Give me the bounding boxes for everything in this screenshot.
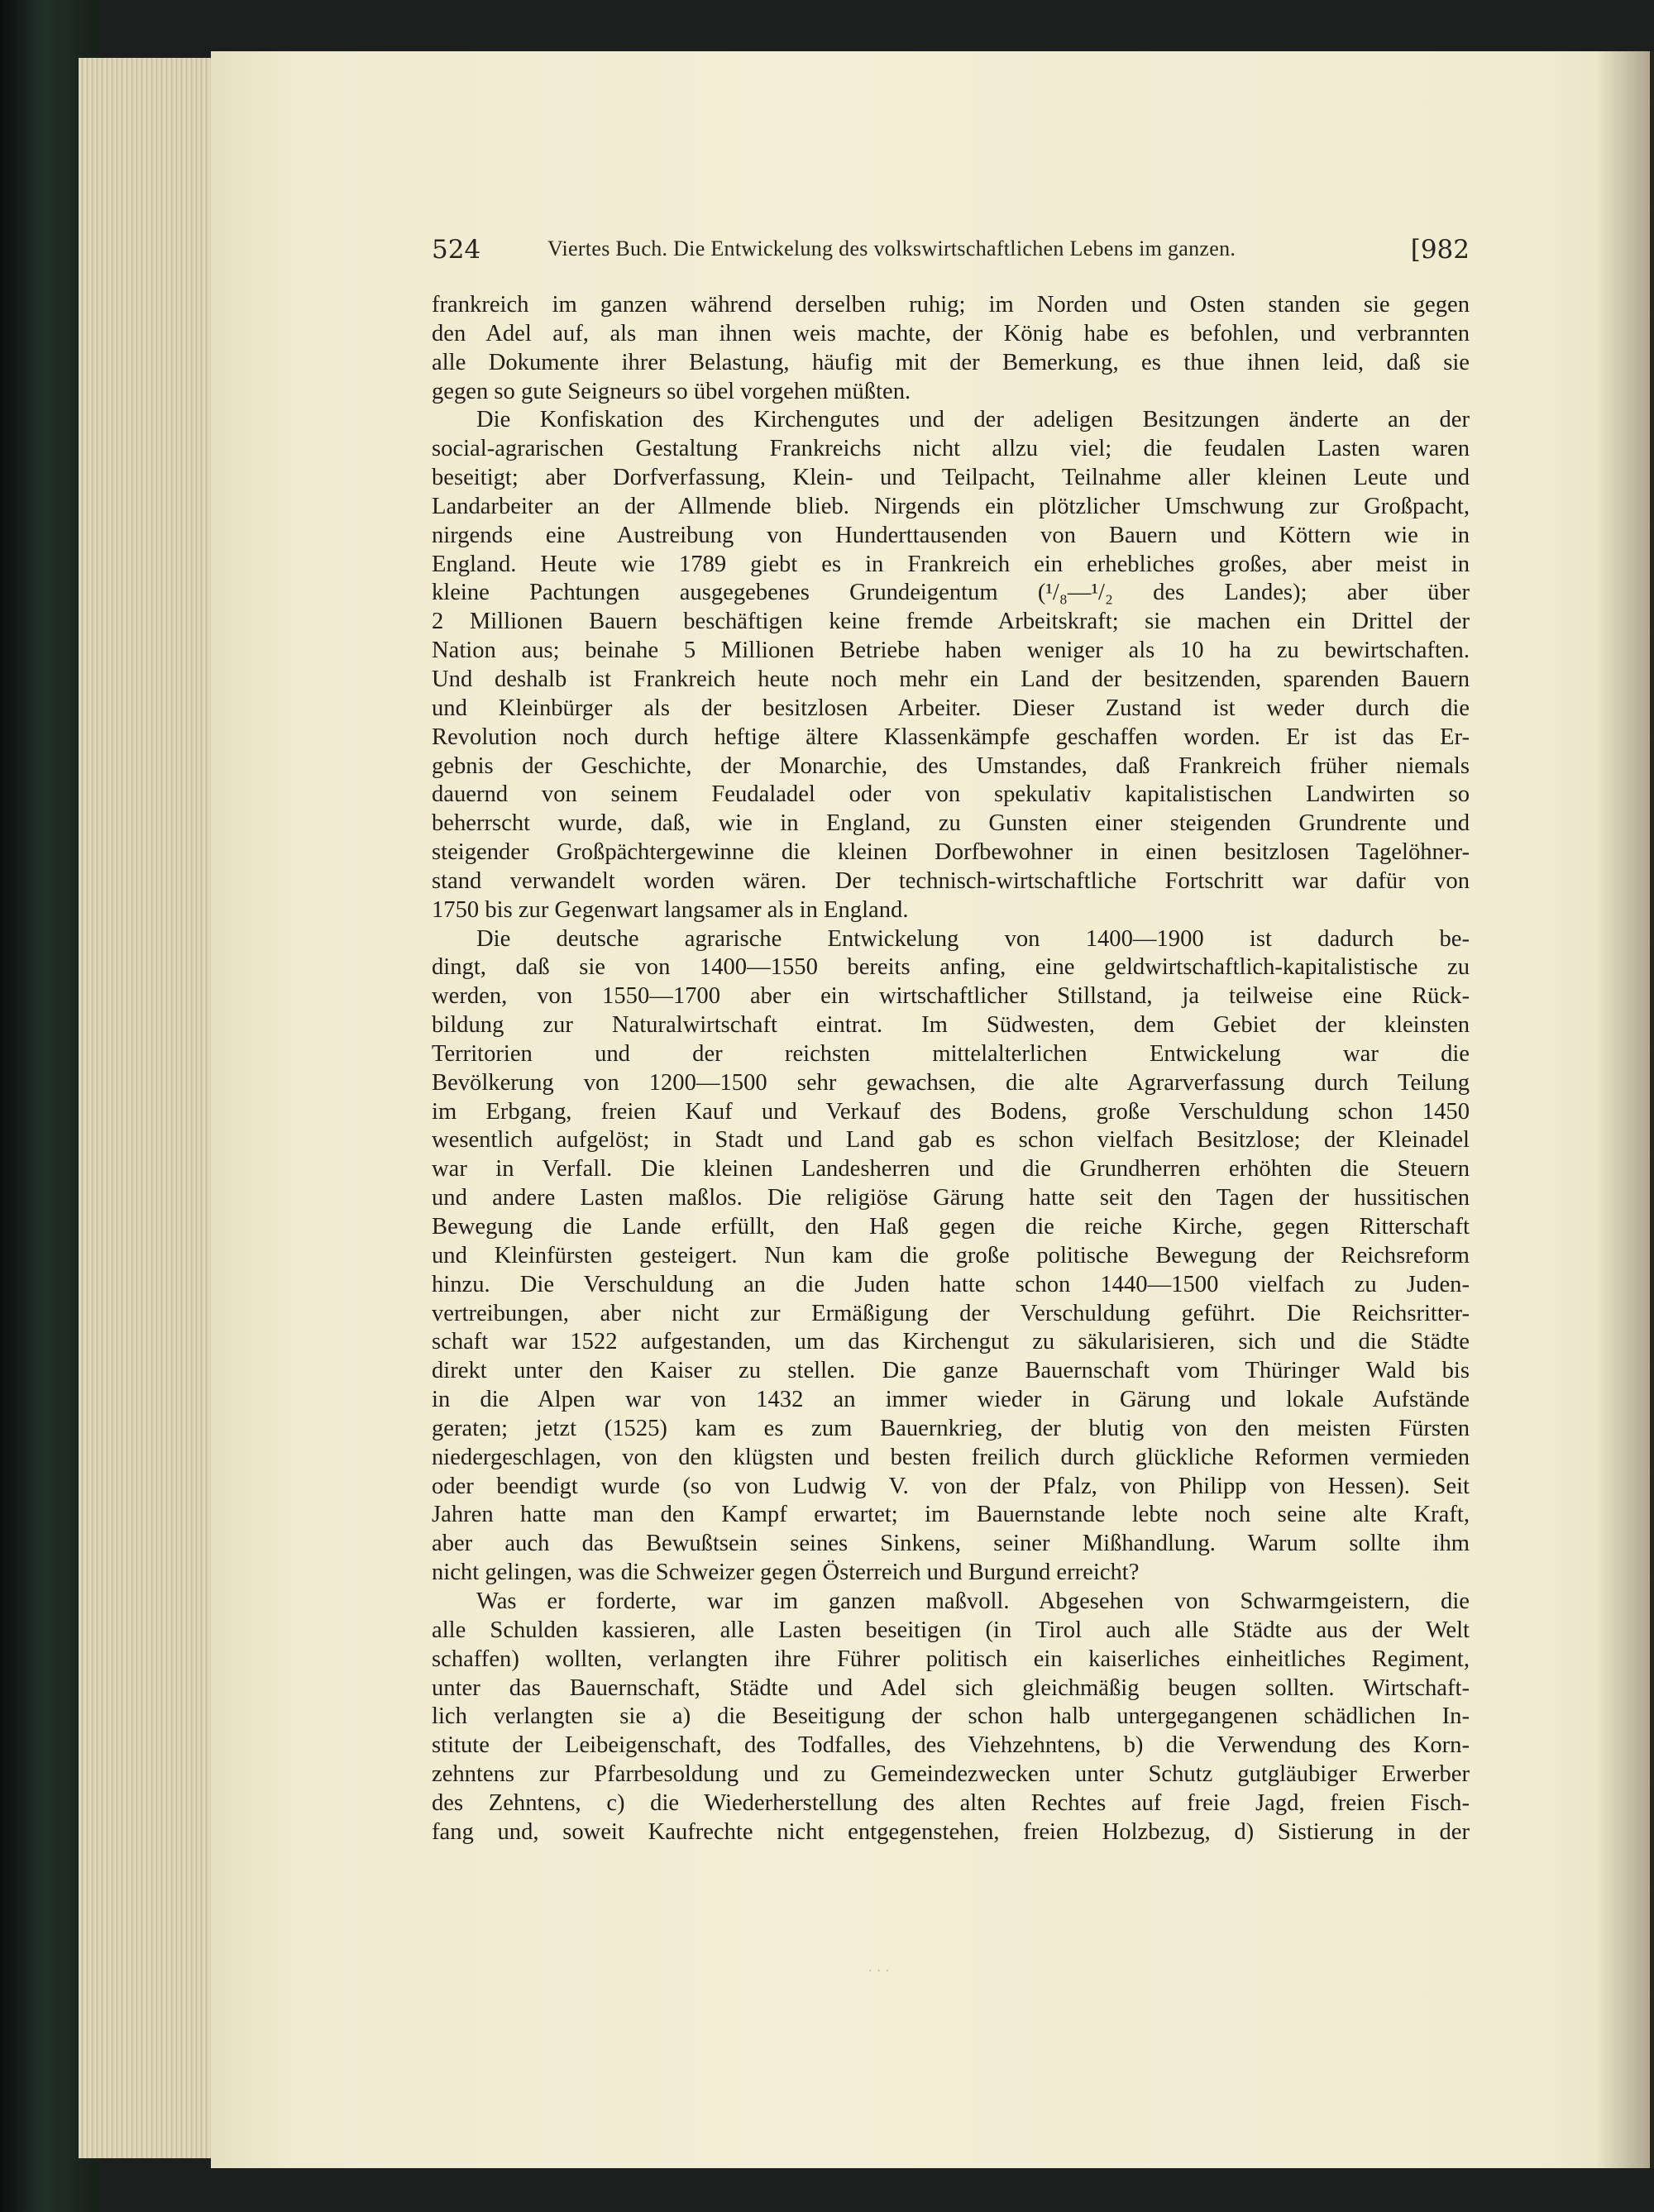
text-line: fang und, soweit Kaufrechte nicht entgegenstehen, freien Holzbezug, d) Sistierung in der	[432, 1818, 1470, 1845]
text-line: direkt unter den Kaiser zu stellen. Die ganze Bauernschaft vom Thüringer Wald bis	[432, 1358, 1470, 1384]
text-line: war in Verfall. Die kleinen Landesherren und die Grundherren erhöhten die Steuern	[432, 1156, 1470, 1182]
text-line: und Kleinfürsten gesteigert. Nun kam die große politische Bewegung der Reichsreform	[432, 1242, 1470, 1268]
text-line: alle Schulden kassieren, alle Lasten beseitigen (in Tirol auch alle Städte aus der Welt	[432, 1617, 1470, 1643]
text-line: stitute der Leibeigenschaft, des Todfalles, des Viehzehntens, b) die Verwendung des Korn-	[432, 1732, 1470, 1759]
text-line: und andere Lasten maßlos. Die religiöse Gärung hatte seit den Tagen der hussitischen	[432, 1185, 1470, 1211]
text-line: in die Alpen war von 1432 an immer wieder in Gärung und lokale Aufstände	[432, 1387, 1470, 1413]
text-line: wesentlich aufgelöst; in Stadt und Land gab es schon vielfach Besitzlose; der Kleinadel	[432, 1127, 1470, 1154]
text-line: Was er forderte, war im ganzen maßvoll. Abgesehen von Schwarmgeistern, die	[476, 1588, 1470, 1614]
text-line: dauernd von seinem Feudaladel oder von spekulativ kapitalistischen Landwirten so	[432, 781, 1470, 808]
text-line: Jahren hatte man den Kampf erwartet; im Bauernstande lebte noch seine alte Kraft,	[432, 1502, 1470, 1528]
text-line: Revolution noch durch heftige ältere Klassenkämpfe geschaffen worden. Er ist das Er-	[432, 724, 1470, 750]
text-line: Territorien und der reichsten mittelalterlichen Entwickelung war die	[432, 1040, 1470, 1067]
text-line: bildung zur Naturalwirtschaft eintrat. Im Südwesten, dem Gebiet der kleinsten	[432, 1012, 1470, 1039]
text-line: des Zehntens, c) die Wiederherstellung des alten Rechtes auf freie Jagd, freien Fisch-	[432, 1789, 1470, 1816]
text-line: lich verlangten sie a) die Beseitigung der schon halb untergegangenen schädlichen In-	[432, 1703, 1470, 1730]
text-line: beherrscht wurde, daß, wie in England, zu Gunsten einer steigenden Grundrente und	[432, 810, 1470, 837]
text-line: 2 Millionen Bauern beschäftigen keine fremde Arbeitskraft; sie machen ein Drittel der	[432, 609, 1470, 635]
running-header	[432, 235, 1470, 271]
gutter-shadow	[1596, 51, 1654, 2168]
text-line: schaft war 1522 aufgestanden, um das Kirchengut zu säkularisieren, sich und die Städte	[432, 1329, 1470, 1355]
text-line: frankreich im ganzen während derselben ruhig; im Norden und Osten standen sie gegen	[432, 292, 1470, 318]
text-line: und Kleinbürger als der besitzlosen Arbeiter. Dieser Zustand ist weder durch die	[432, 695, 1470, 721]
text-line: nirgends eine Austreibung von Hunderttausenden von Bauern und Köttern wie in	[432, 522, 1470, 548]
text-line: Die deutsche agrarische Entwickelung von 1400—1900 ist dadurch be-	[476, 925, 1470, 952]
text-line: schaffen) wollten, verlangten ihre Führer politisch ein kaiserliches einheitliches Regiment,	[432, 1646, 1470, 1672]
text-line: gebnis der Geschichte, der Monarchie, des Umstandes, daß Frankreich früher niemals	[432, 752, 1470, 779]
text-line: im Erbgang, freien Kauf und Verkauf des Bodens, große Verschuldung schon 1450	[432, 1098, 1470, 1125]
text-line: vertreibungen, aber nicht zur Ermäßigung der Verschuldung geführt. Die Reichsritter-	[432, 1300, 1470, 1326]
page-footer-mark	[868, 1965, 901, 1970]
text-line: unter das Bauernschaft, Städte und Adel sich gleichmäßig beugen sollten. Wirtschaft-	[432, 1675, 1470, 1701]
text-line: 1750 bis zur Gegenwart langsamer als in England.	[432, 896, 909, 923]
text-line: kleine Pachtungen ausgegebenes Grundeigentum (¹/₈—¹/₂ des Landes); aber über	[432, 580, 1470, 606]
text-line: aber auch das Bewußtsein seines Sinkens, seiner Mißhandlung. Warum sollte ihm	[432, 1531, 1470, 1557]
text-line: Bewegung die Lande erfüllt, den Haß gegen die reiche Kirche, gegen Ritterschaft	[432, 1214, 1470, 1240]
text-line: geraten; jetzt (1525) kam es zum Bauernkrieg, der blutig von den meisten Fürsten	[432, 1415, 1470, 1441]
text-line: hinzu. Die Verschuldung an die Juden hatte schon 1440—1500 vielfach zu Juden-	[432, 1271, 1470, 1297]
page-reference: [982	[1410, 235, 1470, 265]
text-line: gegen so gute Seigneurs so übel vorgehen müßten.	[432, 378, 911, 404]
text-line: England. Heute wie 1789 giebt es in Frankreich ein erhebliches großes, aber meist in	[432, 551, 1470, 577]
text-line: stand verwandelt worden wären. Der technisch-wirtschaftliche Fortschritt war dafür von	[432, 867, 1470, 894]
text-line: Nation aus; beinahe 5 Millionen Betriebe haben weniger als 10 ha zu bewirtschaften.	[432, 638, 1470, 664]
text-line: alle Dokumente ihrer Belastung, häufig mit der Bemerkung, es thue ihnen leid, daß sie	[432, 349, 1470, 375]
text-line: nicht gelingen, was die Schweizer gegen Österreich und Burgund erreicht?	[432, 1560, 1140, 1586]
text-line: Und deshalb ist Frankreich heute noch mehr ein Land der besitzenden, sparenden Bauern	[432, 666, 1470, 692]
text-line: dingt, daß sie von 1400—1550 bereits anfing, eine geldwirtschaftlich-kapitalistische zu	[432, 954, 1470, 981]
text-line: Bevölkerung von 1200—1500 sehr gewachsen, die alte Agrarverfassung durch Teilung	[432, 1069, 1470, 1096]
text-line: beseitigt; aber Dorfverfassung, Klein- und Teilpacht, Teilnahme aller kleinen Leute und	[432, 465, 1470, 491]
text-line: den Adel auf, als man ihnen weis machte, der König habe es befohlen, und verbrannten	[432, 320, 1470, 346]
text-line: werden, von 1550—1700 aber ein wirtschaftlicher Stillstand, ja teilweise eine Rück-	[432, 983, 1470, 1010]
text-line: niedergeschlagen, von den klügsten und besten freilich durch glückliche Reformen vermieden	[432, 1444, 1470, 1470]
running-title: Viertes Buch. Die Entwickelung des volkswirtschaftlichen Lebens im ganzen.	[547, 236, 1236, 260]
page-stack-edge	[79, 58, 227, 2158]
text-line: Landarbeiter an der Allmende blieb. Nirgends ein plötzlicher Umschwung zur Großpacht,	[432, 493, 1470, 519]
text-line: oder beendigt wurde (so von Ludwig V. von der Pfalz, von Philipp von Hessen). Seit	[432, 1473, 1470, 1499]
text-line: Die Konfiskation des Kirchengutes und der adeligen Besitzungen änderte an der	[476, 407, 1470, 433]
text-line: steigender Großpächtergewinne die kleinen Dorfbewohner in einen besitzlosen Tagelöhner-	[432, 839, 1470, 866]
text-line: zehntens zur Pfarrbesoldung und zu Gemeindezwecken unter Schutz gutgläubiger Erwerber	[432, 1761, 1470, 1788]
body-text	[432, 291, 1470, 1847]
text-line: social-agrarischen Gestaltung Frankreichs nicht allzu viel; die feudalen Lasten waren	[432, 436, 1470, 462]
page-number: 524	[432, 235, 481, 265]
